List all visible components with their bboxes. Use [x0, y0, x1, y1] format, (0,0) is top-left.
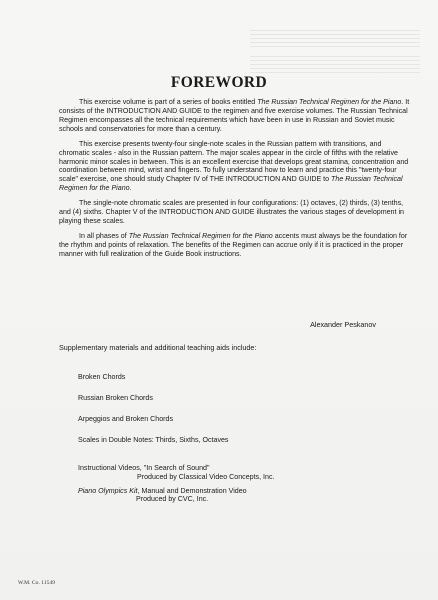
- catalog-number: W.M. Co. 11549: [18, 580, 56, 586]
- foreword-body: [59, 98, 411, 266]
- video-title: Instructional Videos, "In Search of Sound": [78, 464, 210, 472]
- list-item: Russian Broken Chords: [78, 394, 153, 402]
- list-item: Scales in Double Notes: Thirds, Sixths, Octaves: [78, 436, 229, 444]
- list-item: Arpeggios and Broken Chords: [78, 415, 174, 423]
- videos-section: [78, 464, 274, 504]
- kit-title: Piano Olympics Kit, Manual and Demonstration Video: [78, 486, 247, 495]
- paragraph-4: In all phases of The Russian Technical Regimen for the Piano accents must always be the foundation for the rhythm and points of relaxation. The benefits of the Regimen can accrue only if it is practiced in the proper manner with full realization of the Guide Book instructions.: [59, 232, 408, 259]
- page-title: FOREWORD: [170, 74, 268, 91]
- paragraph-2: This exercise presents twenty-four single-note scales in the Russian pattern with transitions, and chromatic scales - also in the Russian pattern. The major scales appear in the circle of fifths with the relative harmonic minor scales in between. This is an excellent exercise that develops great stamina, concentration and coordination between mind, wrist and fingers. To fully understand how to learn and practice this "twenty-four scale" exercise, one should study Chapter IV of THE INTRODUCTION AND GUIDE to The Russian Technical Regimen for the Piano.: [59, 139, 409, 193]
- kit-producer: Produced by CVC, Inc.: [136, 495, 209, 504]
- supplementary-heading: Supplementary materials and additional teaching aids include:: [59, 343, 257, 352]
- paragraph-3: The single-note chromatic scales are presented in four configurations: (1) octaves, (2) thirds, (3) tenths, and (4) sixths. Chapter V of the INTRODUCTION AND GUIDE illustrates the various stages of development in playing these scales.: [59, 199, 404, 226]
- author-signature: Alexander Peskanov: [310, 320, 376, 329]
- materials-list: [78, 373, 228, 457]
- list-item: Broken Chords: [78, 373, 126, 381]
- video-producer: Produced by Classical Video Concepts, Inc.: [137, 472, 275, 481]
- paragraph-1: This exercise volume is part of a series of books entitled The Russian Technical Regimen for the Piano. It consists of the INTRODUCTION AND GUIDE to the regimen and five exercise volumes. The Russian Technical Regimen encompasses all the technical requirements which have been in use in Russian and Soviet music schools and conservatories for more than a century.: [59, 98, 410, 133]
- show-through-music-staff: [250, 20, 420, 74]
